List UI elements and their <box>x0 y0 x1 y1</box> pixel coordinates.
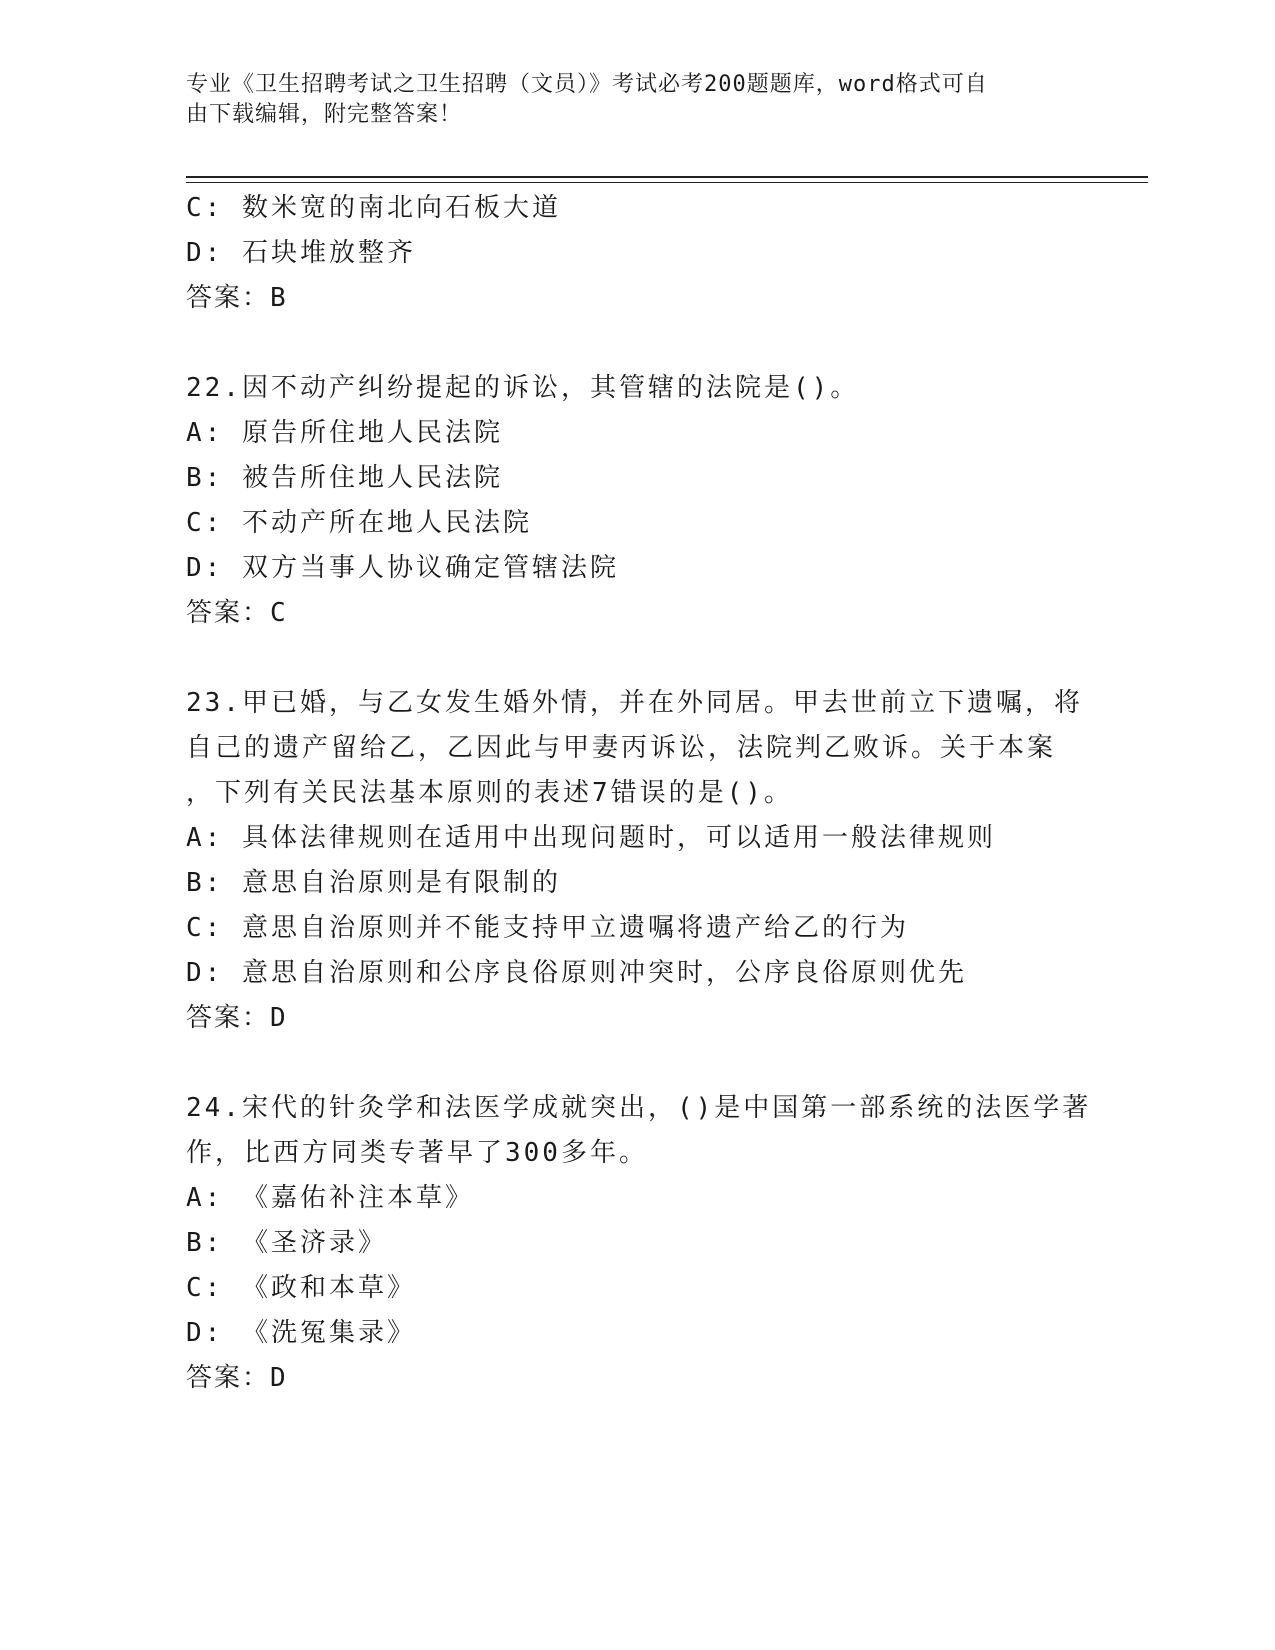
option-c: C: 意思自治原则并不能支持甲立遗嘱将遗产给乙的行为 <box>186 913 909 943</box>
option-a: A: 具体法律规则在适用中出现问题时，可以适用一般法律规则 <box>186 823 996 853</box>
question-stem-line-2: 自己的遗产留给乙，乙因此与甲妻丙诉讼，法院判乙败诉。关于本案 <box>186 733 1057 763</box>
question-stem-line-1: 24.宋代的针灸学和法医学成就突出，()是中国第一部系统的法医学著 <box>186 1093 1092 1123</box>
answer-label: 答案： <box>186 1363 271 1393</box>
answer-value: B <box>270 283 289 313</box>
header-divider-thin <box>186 182 1148 183</box>
option-d: D: 石块堆放整齐 <box>186 238 416 268</box>
question-spacer <box>186 636 1086 681</box>
answer-line <box>186 591 1086 636</box>
answer-value: C <box>270 598 289 628</box>
answer-line <box>186 276 1086 321</box>
question-spacer <box>186 1041 1086 1086</box>
option-c: C: 不动产所在地人民法院 <box>186 508 532 538</box>
answer-label: 答案： <box>186 1003 271 1033</box>
answer-value: D <box>270 1363 289 1393</box>
question-stem-line-1: 23.甲已婚，与乙女发生婚外情，并在外同居。甲去世前立下遗嘱，将 <box>186 688 1083 718</box>
question-spacer <box>186 321 1086 366</box>
answer-label: 答案： <box>186 598 271 628</box>
header-line-2: 由下载编辑，附完整答案！ <box>186 102 463 127</box>
option-c: C: 《政和本草》 <box>186 1273 416 1303</box>
question-stem-line-3: ，下列有关民法基本原则的表述7错误的是()。 <box>186 778 793 808</box>
answer-line <box>186 1356 1086 1401</box>
question-24 <box>186 1086 1092 1401</box>
question-stem-line-2: 作，比西方同类专著早了300多年。 <box>186 1138 648 1168</box>
answer-label: 答案： <box>186 283 271 313</box>
option-b: B: 被告所住地人民法院 <box>186 463 503 493</box>
option-a: A: 原告所住地人民法院 <box>186 418 503 448</box>
question-21 <box>186 186 1086 321</box>
answer-value: D <box>270 1003 289 1033</box>
option-d: D: 《洗冤集录》 <box>186 1318 416 1348</box>
header-line-1: 专业《卫生招聘考试之卫生招聘（文员）》考试必考200题题库，word格式可自 <box>186 72 988 97</box>
option-d: D: 意思自治原则和公序良俗原则冲突时，公序良俗原则优先 <box>186 958 967 988</box>
question-22 <box>186 366 1086 636</box>
option-a: A: 《嘉佑补注本草》 <box>186 1183 474 1213</box>
option-d: D: 双方当事人协议确定管辖法院 <box>186 553 619 583</box>
answer-line <box>186 996 1086 1041</box>
question-23 <box>186 681 1086 1041</box>
option-b: B: 《圣济录》 <box>186 1228 387 1258</box>
header-divider-thick <box>186 176 1148 178</box>
option-c: C: 数米宽的南北向石板大道 <box>186 193 561 223</box>
option-b: B: 意思自治原则是有限制的 <box>186 868 561 898</box>
document-header <box>186 70 1066 130</box>
question-stem: 22.因不动产纠纷提起的诉讼，其管辖的法院是()。 <box>186 373 860 403</box>
question-list <box>186 186 1092 1401</box>
